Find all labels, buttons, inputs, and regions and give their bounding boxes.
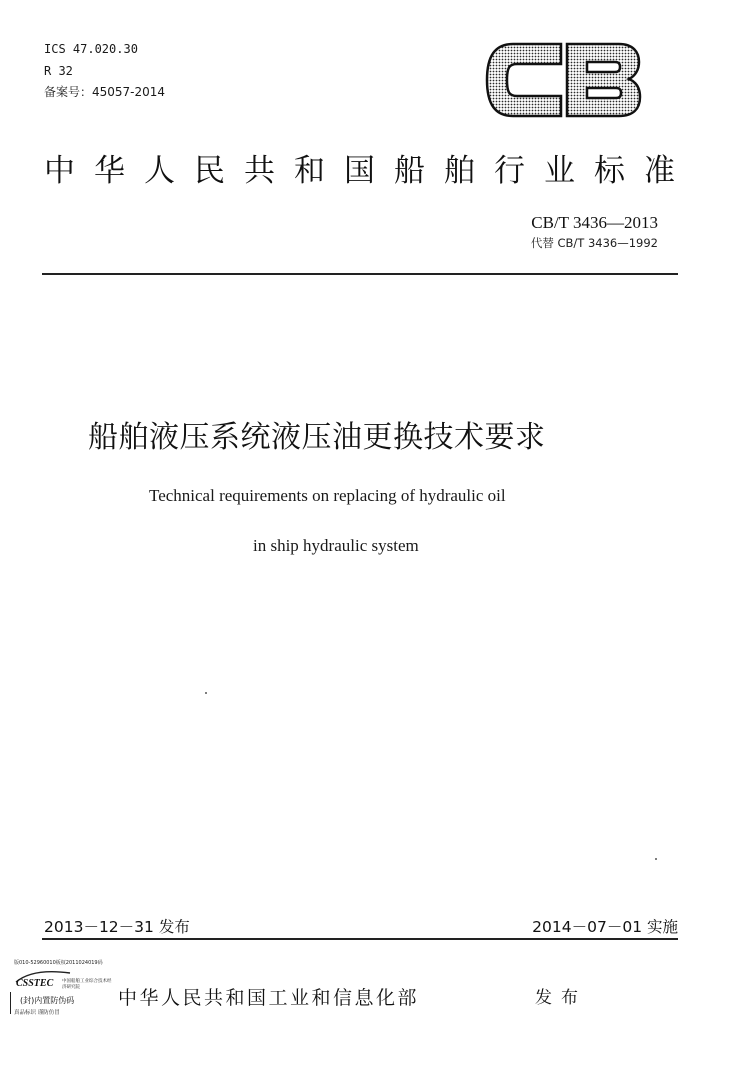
stamp-org: 中国船舶工业综合技术经济研究院	[62, 979, 112, 990]
implementation-date: 2014－07－01 实施	[532, 918, 678, 936]
ics-code: ICS 47.020.30	[44, 42, 138, 56]
document-title-en-line2: in ship hydraulic system	[253, 536, 419, 555]
category-code: R 32	[44, 64, 73, 78]
standard-number: CB/T 3436—2013	[531, 213, 658, 232]
document-title-cn: 船舶液压系统液压油更换技术要求	[88, 420, 546, 455]
replaces-standard: 代替 CB/T 3436—1992	[530, 236, 658, 250]
stamp-brand: CSSTEC	[16, 978, 54, 989]
issue-date: 2013－12－31 发布	[44, 918, 190, 936]
filing-number: 备案号：45057-2014	[44, 85, 166, 99]
header-rule	[42, 273, 678, 275]
anti-counterfeit-stamp	[10, 960, 114, 1024]
scan-speck	[205, 692, 207, 694]
publish-label: 发布	[535, 988, 587, 1008]
issuing-ministry: 中华人民共和国工业和信息化部	[118, 987, 420, 1009]
footer-rule	[42, 938, 678, 940]
stamp-note: 真品标识 谨防仿冒	[14, 1010, 60, 1016]
cb-logo	[483, 40, 643, 120]
org-title: 中华人民共和国船舶行业标准	[44, 153, 694, 189]
stamp-anti-fake: (封)内置防伪码	[20, 996, 75, 1005]
stamp-serial: 版010-52960010板权2011024019码	[14, 960, 103, 966]
document-title-en-line1: Technical requirements on replacing of hydraulic oil	[149, 486, 506, 505]
scan-speck	[655, 858, 657, 860]
